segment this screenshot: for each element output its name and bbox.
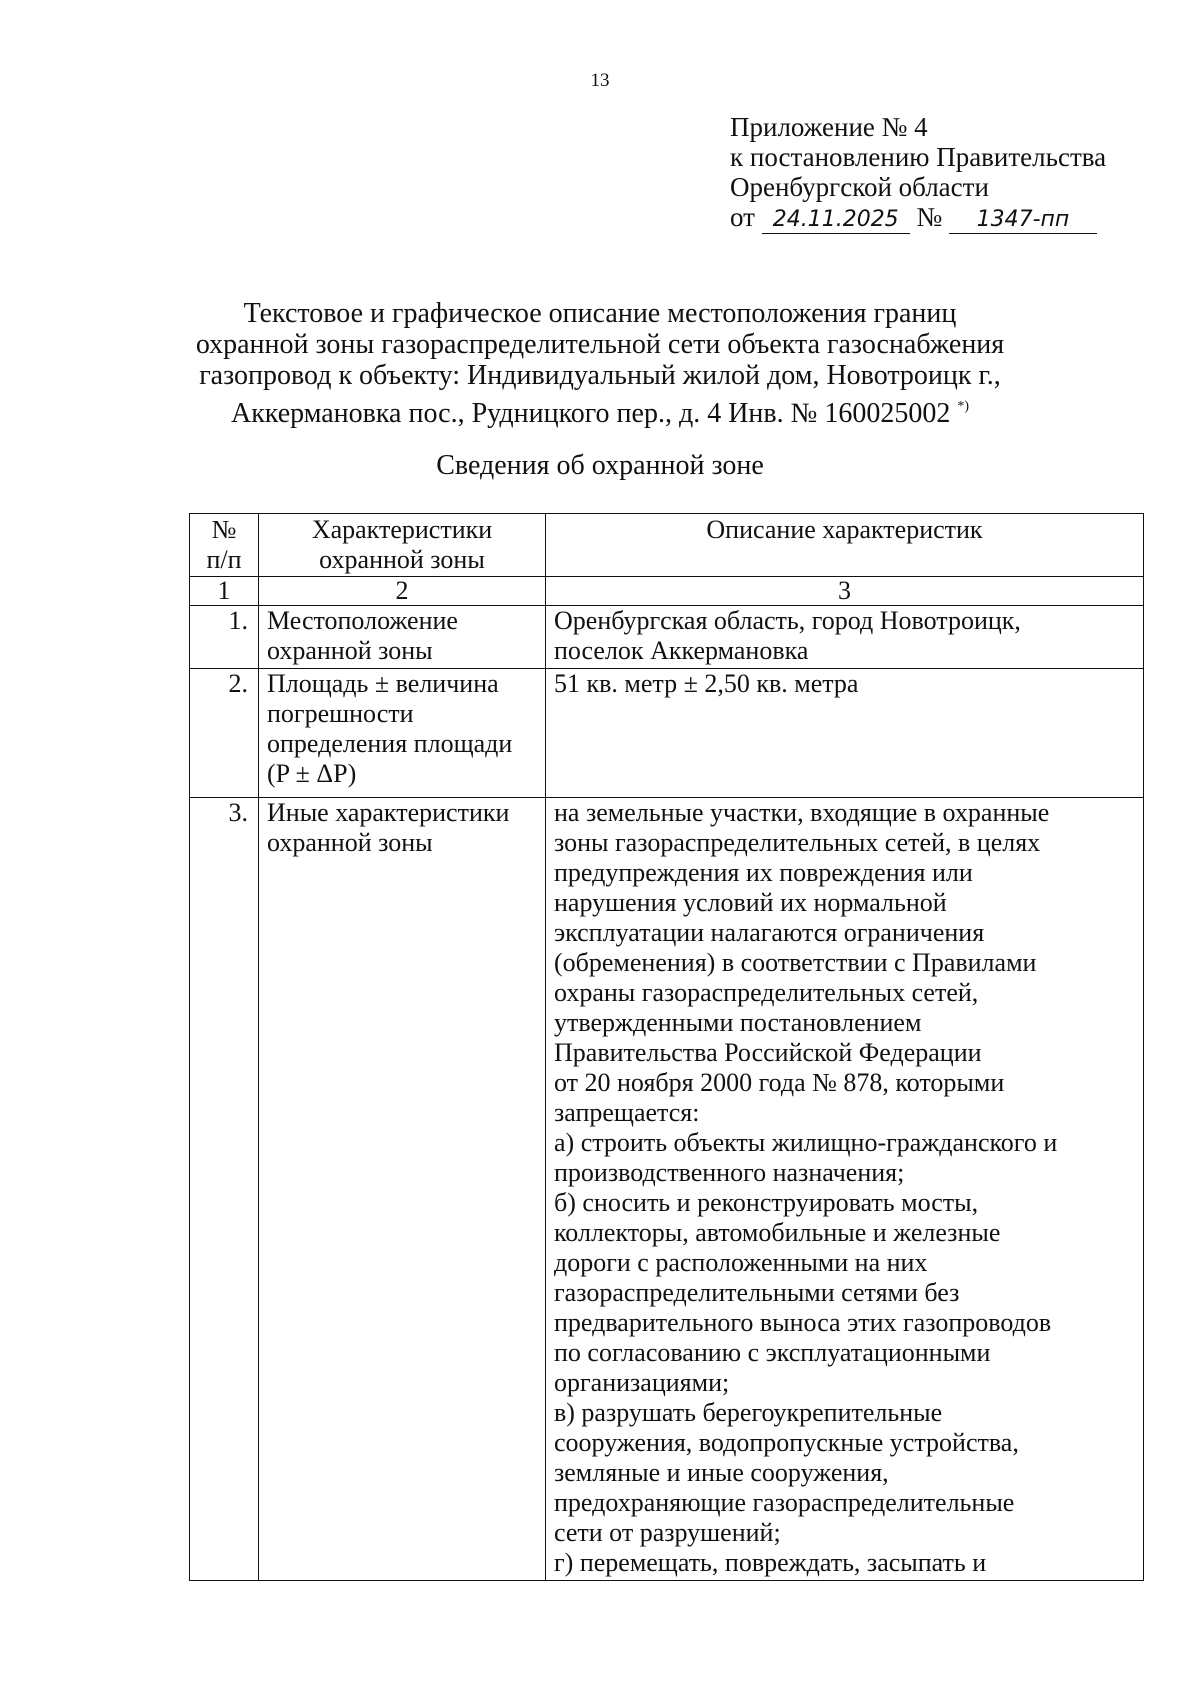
description-line: дороги с расположенными на них: [554, 1248, 928, 1277]
description-line: коллекторы, автомобильные и железные: [554, 1218, 1001, 1247]
section-title: Сведения об охранной зоне: [436, 450, 764, 481]
row-description: [546, 798, 1144, 1581]
header-number-line-2: п/п: [206, 545, 242, 574]
row-number: 2.: [190, 669, 259, 798]
title-line-3: газопровод к объекту: Индивидуальный жилой дом, Новотроицк г.,: [199, 360, 1001, 391]
description-line: зоны газораспределительных сетей, в целях: [554, 828, 1041, 857]
appendix-line-1: Приложение № 4: [730, 112, 928, 142]
description-line: от 20 ноября 2000 года № 878, которыми: [554, 1068, 1005, 1097]
page-number: 13: [590, 70, 610, 91]
description-line: охраны газораспределительных сетей,: [554, 978, 979, 1007]
characteristic-line: (P ± ΔP): [267, 759, 357, 788]
number-label: №: [916, 202, 943, 232]
description-line: предупреждения их повреждения или: [554, 858, 973, 887]
column-number-3: 3: [546, 577, 1144, 606]
column-number-1: 1: [190, 577, 259, 606]
description-line: предохраняющие газораспределительные: [554, 1488, 1015, 1517]
description-line: в) разрушать берегоукрепительные: [554, 1398, 943, 1427]
description-line: по согласованию с эксплуатационными: [554, 1338, 991, 1367]
appendix-line-2: к постановлению Правительства: [730, 142, 1107, 172]
description-line: предварительного выноса этих газопроводов: [554, 1308, 1052, 1337]
row-characteristic: [259, 606, 546, 669]
title-line-4-wrap: [0, 391, 1200, 429]
footnote-mark: *): [957, 399, 970, 414]
header-description: Описание характеристик: [546, 514, 1144, 577]
description-line: нарушения условий их нормальной: [554, 888, 947, 917]
appendix-header: [730, 112, 1106, 234]
table-row: [190, 669, 1144, 798]
title-line-2: охранной зоны газораспределительной сети объекта газоснабжения: [195, 329, 1005, 360]
description-line: сооружения, водопропускные устройства,: [554, 1428, 1019, 1457]
characteristic-line: Площадь ± величина: [267, 669, 499, 698]
row-number: 3.: [190, 798, 259, 1581]
description-line: Оренбургская область, город Новотроицк,: [554, 606, 1021, 635]
description-line: Правительства Российской Федерации: [554, 1038, 982, 1067]
column-number-2: 2: [259, 577, 546, 606]
description-line: г) перемещать, повреждать, засыпать и: [554, 1548, 987, 1577]
title-line-1: Текстовое и графическое описание местоположения границ: [243, 298, 957, 329]
description-line: а) строить объекты жилищно-гражданского и: [554, 1128, 1058, 1157]
characteristic-line: Местоположение: [267, 606, 458, 635]
header-number-line-1: №: [211, 515, 237, 544]
zone-info-table: [189, 513, 1144, 1581]
table-row: [190, 606, 1144, 669]
row-description: [546, 606, 1144, 669]
description-line: эксплуатации налагаются ограничения: [554, 918, 985, 947]
header-characteristics-line-2: охранной зоны: [319, 545, 485, 574]
from-label: от: [730, 202, 755, 232]
row-characteristic: [259, 669, 546, 798]
header-number: [190, 514, 259, 577]
description-line: поселок Аккермановка: [554, 636, 809, 665]
table-body: [190, 606, 1144, 1581]
description-line: утвержденными постановлением: [554, 1008, 922, 1037]
handwritten-date: 24.11.2025: [762, 207, 910, 234]
table-header-row: [190, 514, 1144, 577]
characteristic-line: охранной зоны: [267, 636, 433, 665]
row-characteristic: [259, 798, 546, 1581]
header-characteristics: [259, 514, 546, 577]
description-line: газораспределительными сетями без: [554, 1278, 960, 1307]
characteristic-line: определения площади: [267, 729, 513, 758]
row-description: [546, 669, 1144, 798]
handwritten-number: 1347-пп: [949, 207, 1097, 234]
description-line: организациями;: [554, 1368, 730, 1397]
appendix-line-3: Оренбургской области: [730, 172, 989, 202]
header-characteristics-line-1: Характеристики: [311, 515, 493, 544]
row-number: 1.: [190, 606, 259, 669]
description-line: на земельные участки, входящие в охранные: [554, 798, 1050, 827]
characteristic-line: погрешности: [267, 699, 414, 728]
title-line-4: Аккермановка пос., Рудницкого пер., д. 4 Инв. № 160025002: [230, 398, 951, 429]
appendix-date-line: [730, 202, 1106, 234]
description-line: 51 кв. метр ± 2,50 кв. метра: [554, 669, 859, 698]
characteristic-line: Иные характеристики: [267, 798, 510, 827]
document-title: [0, 298, 1200, 429]
description-line: запрещается:: [554, 1098, 700, 1127]
description-line: б) сносить и реконструировать мосты,: [554, 1188, 979, 1217]
description-line: сети от разрушений;: [554, 1518, 781, 1547]
characteristic-line: охранной зоны: [267, 828, 433, 857]
description-line: земляные и иные сооружения,: [554, 1458, 889, 1487]
table-row: [190, 798, 1144, 1581]
column-number-row: [190, 577, 1144, 606]
description-line: производственного назначения;: [554, 1158, 905, 1187]
description-line: (обременения) в соответствии с Правилами: [554, 948, 1037, 977]
